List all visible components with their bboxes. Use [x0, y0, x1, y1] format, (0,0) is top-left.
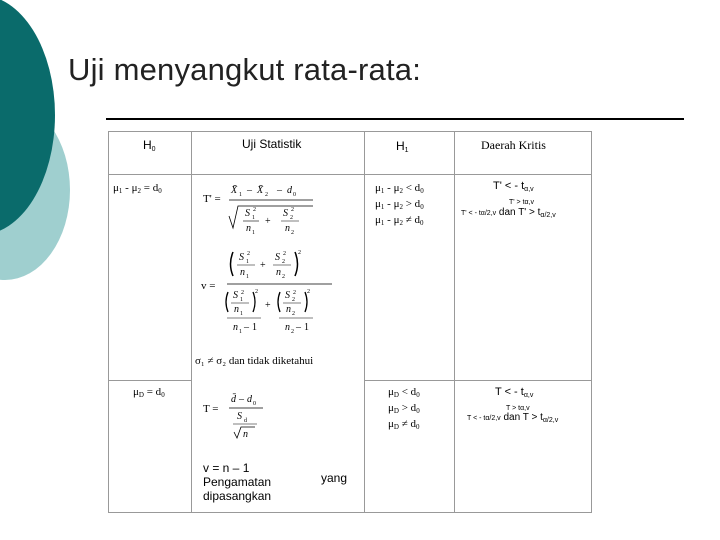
header-uji-statistik: Uji Statistik: [242, 137, 302, 151]
row-divider: [109, 380, 191, 381]
t-paired-formula: [201, 388, 291, 444]
row2-region-line3: T < - tα/2,v dan $T > t_{\alpha/2,v}$: [467, 412, 559, 424]
n2: n: [285, 322, 290, 333]
row1-h1-item: $\mu_1 - \mu_2 < d_0$: [375, 182, 424, 195]
s2-square: 2: [293, 290, 296, 296]
plus-sign: +: [265, 300, 271, 311]
slide-title: Uji menyangkut rata-rata:: [68, 52, 422, 87]
yang-label: yang: [321, 471, 348, 485]
xbar1-sub: 1: [239, 192, 242, 198]
row2-h1-item: $\mu_D < d_0$: [388, 386, 420, 399]
dipasangkan-label: dipasangkan: [203, 489, 272, 503]
row1-h1-list: [375, 182, 424, 230]
s1-sub: 1: [240, 297, 243, 303]
s2-square: 2: [291, 207, 294, 213]
s1: S: [233, 290, 238, 301]
right-paren: [253, 292, 255, 312]
left-paren: [231, 252, 234, 276]
sd: S: [237, 411, 242, 422]
sd-sub: d: [244, 418, 247, 424]
n2: n: [285, 223, 290, 234]
row2-h1-list: [388, 386, 420, 434]
d-bar: d̄: [231, 394, 236, 405]
square: 2: [307, 289, 310, 295]
right-paren: [305, 292, 307, 312]
s1-square: 2: [253, 207, 256, 213]
row1-region-line1: T' < - $t_{\alpha,v}$: [493, 180, 534, 193]
n1-sub: 1: [252, 230, 255, 236]
column-divider: [191, 132, 192, 512]
row2-region-line1: T < - $t_{\alpha,v}$: [495, 386, 534, 399]
row2-v-description: [203, 461, 271, 503]
hypothesis-table: [108, 131, 592, 513]
n1-sub: 1: [239, 329, 242, 335]
row1-h1-item: $\mu_1 - \mu_2 \ne d_0$: [375, 214, 424, 227]
row1-region-line3: T' < - tα/2,v dan $T' > t_{\alpha/2,v}$: [461, 207, 556, 219]
square: 2: [298, 250, 301, 256]
one: 1: [304, 322, 309, 333]
s2-square: 2: [283, 251, 286, 257]
n1: n: [246, 223, 251, 234]
s1-square: 2: [247, 251, 250, 257]
n1-sub: 1: [246, 274, 249, 280]
s2: S: [285, 290, 290, 301]
row2-h1-item: $\mu_D \ne d_0$: [388, 418, 420, 431]
n2: n: [286, 304, 291, 315]
xbar2-sub: 2: [265, 192, 268, 198]
minus-sign: –: [296, 322, 301, 333]
v-equation: v = n – 1: [203, 461, 250, 475]
left-paren: [226, 292, 228, 312]
v-formula: [197, 244, 362, 342]
s2: S: [275, 252, 280, 263]
left-paren: [278, 292, 280, 312]
sqrt-sign: [229, 206, 313, 228]
minus-sign: –: [247, 185, 252, 196]
s1-sub: 1: [246, 259, 249, 265]
row1-h1-item: $\mu_1 - \mu_2 > d_0$: [375, 198, 424, 211]
s2: S: [283, 208, 288, 219]
d0-sub: 0: [293, 192, 296, 198]
row1-region-line2: T' > tα,v: [509, 199, 535, 206]
header-h1: $H_1$: [396, 139, 409, 154]
square: 2: [255, 289, 258, 295]
header-daerah-kritis: Daerah Kritis: [481, 138, 546, 152]
n2-sub: 2: [291, 329, 294, 335]
t-lhs: T =: [203, 403, 219, 415]
minus-sign: –: [244, 322, 249, 333]
one: 1: [252, 322, 257, 333]
header-h0: $H_0$: [143, 138, 156, 153]
d0-sub: 0: [253, 401, 256, 407]
column-divider: [364, 132, 365, 512]
xbar1: X̄: [231, 185, 238, 196]
n2-sub: 2: [282, 274, 285, 280]
n2-sub: 2: [292, 311, 295, 317]
s1: S: [239, 252, 244, 263]
d0: d: [287, 185, 292, 196]
row-divider: [364, 380, 591, 381]
n1: n: [234, 304, 239, 315]
row2-h1-item: $\mu_D > d_0$: [388, 402, 420, 415]
pengamatan-label: Pengamatan: [203, 475, 272, 489]
s1-square: 2: [241, 290, 244, 296]
s2-sub: 2: [290, 215, 293, 221]
d0: d: [247, 394, 252, 405]
n2: n: [276, 267, 281, 278]
minus-sign: –: [277, 185, 282, 196]
row1-h0: $\mu_1 - \mu_2 = d_0$: [113, 182, 162, 195]
column-divider: [454, 132, 455, 512]
v-lhs: v =: [201, 280, 216, 292]
minus-sign: –: [239, 394, 244, 405]
row2-region-line2: T > tα,v: [506, 405, 530, 412]
s2-sub: 2: [282, 259, 285, 265]
header-divider: [109, 174, 591, 175]
n1: n: [233, 322, 238, 333]
n1: n: [240, 267, 245, 278]
t-prime-lhs: T' =: [203, 193, 221, 205]
n1-sub: 1: [240, 311, 243, 317]
xbar2: X̄: [257, 185, 264, 196]
s1: S: [245, 208, 250, 219]
sqrt-n: n: [243, 429, 248, 440]
n2-sub: 2: [291, 230, 294, 236]
row1-condition-note: σ₁ ≠ σ₂ dan tidak diketahui: [195, 355, 314, 367]
t-prime-formula: [201, 176, 361, 236]
title-underline: [106, 118, 684, 120]
s2-sub: 2: [292, 297, 295, 303]
row2-h0: $\mu_D = d_0$: [133, 386, 165, 399]
s1-sub: 1: [252, 215, 255, 221]
plus-sign: +: [260, 260, 266, 271]
plus-sign: +: [265, 216, 271, 227]
